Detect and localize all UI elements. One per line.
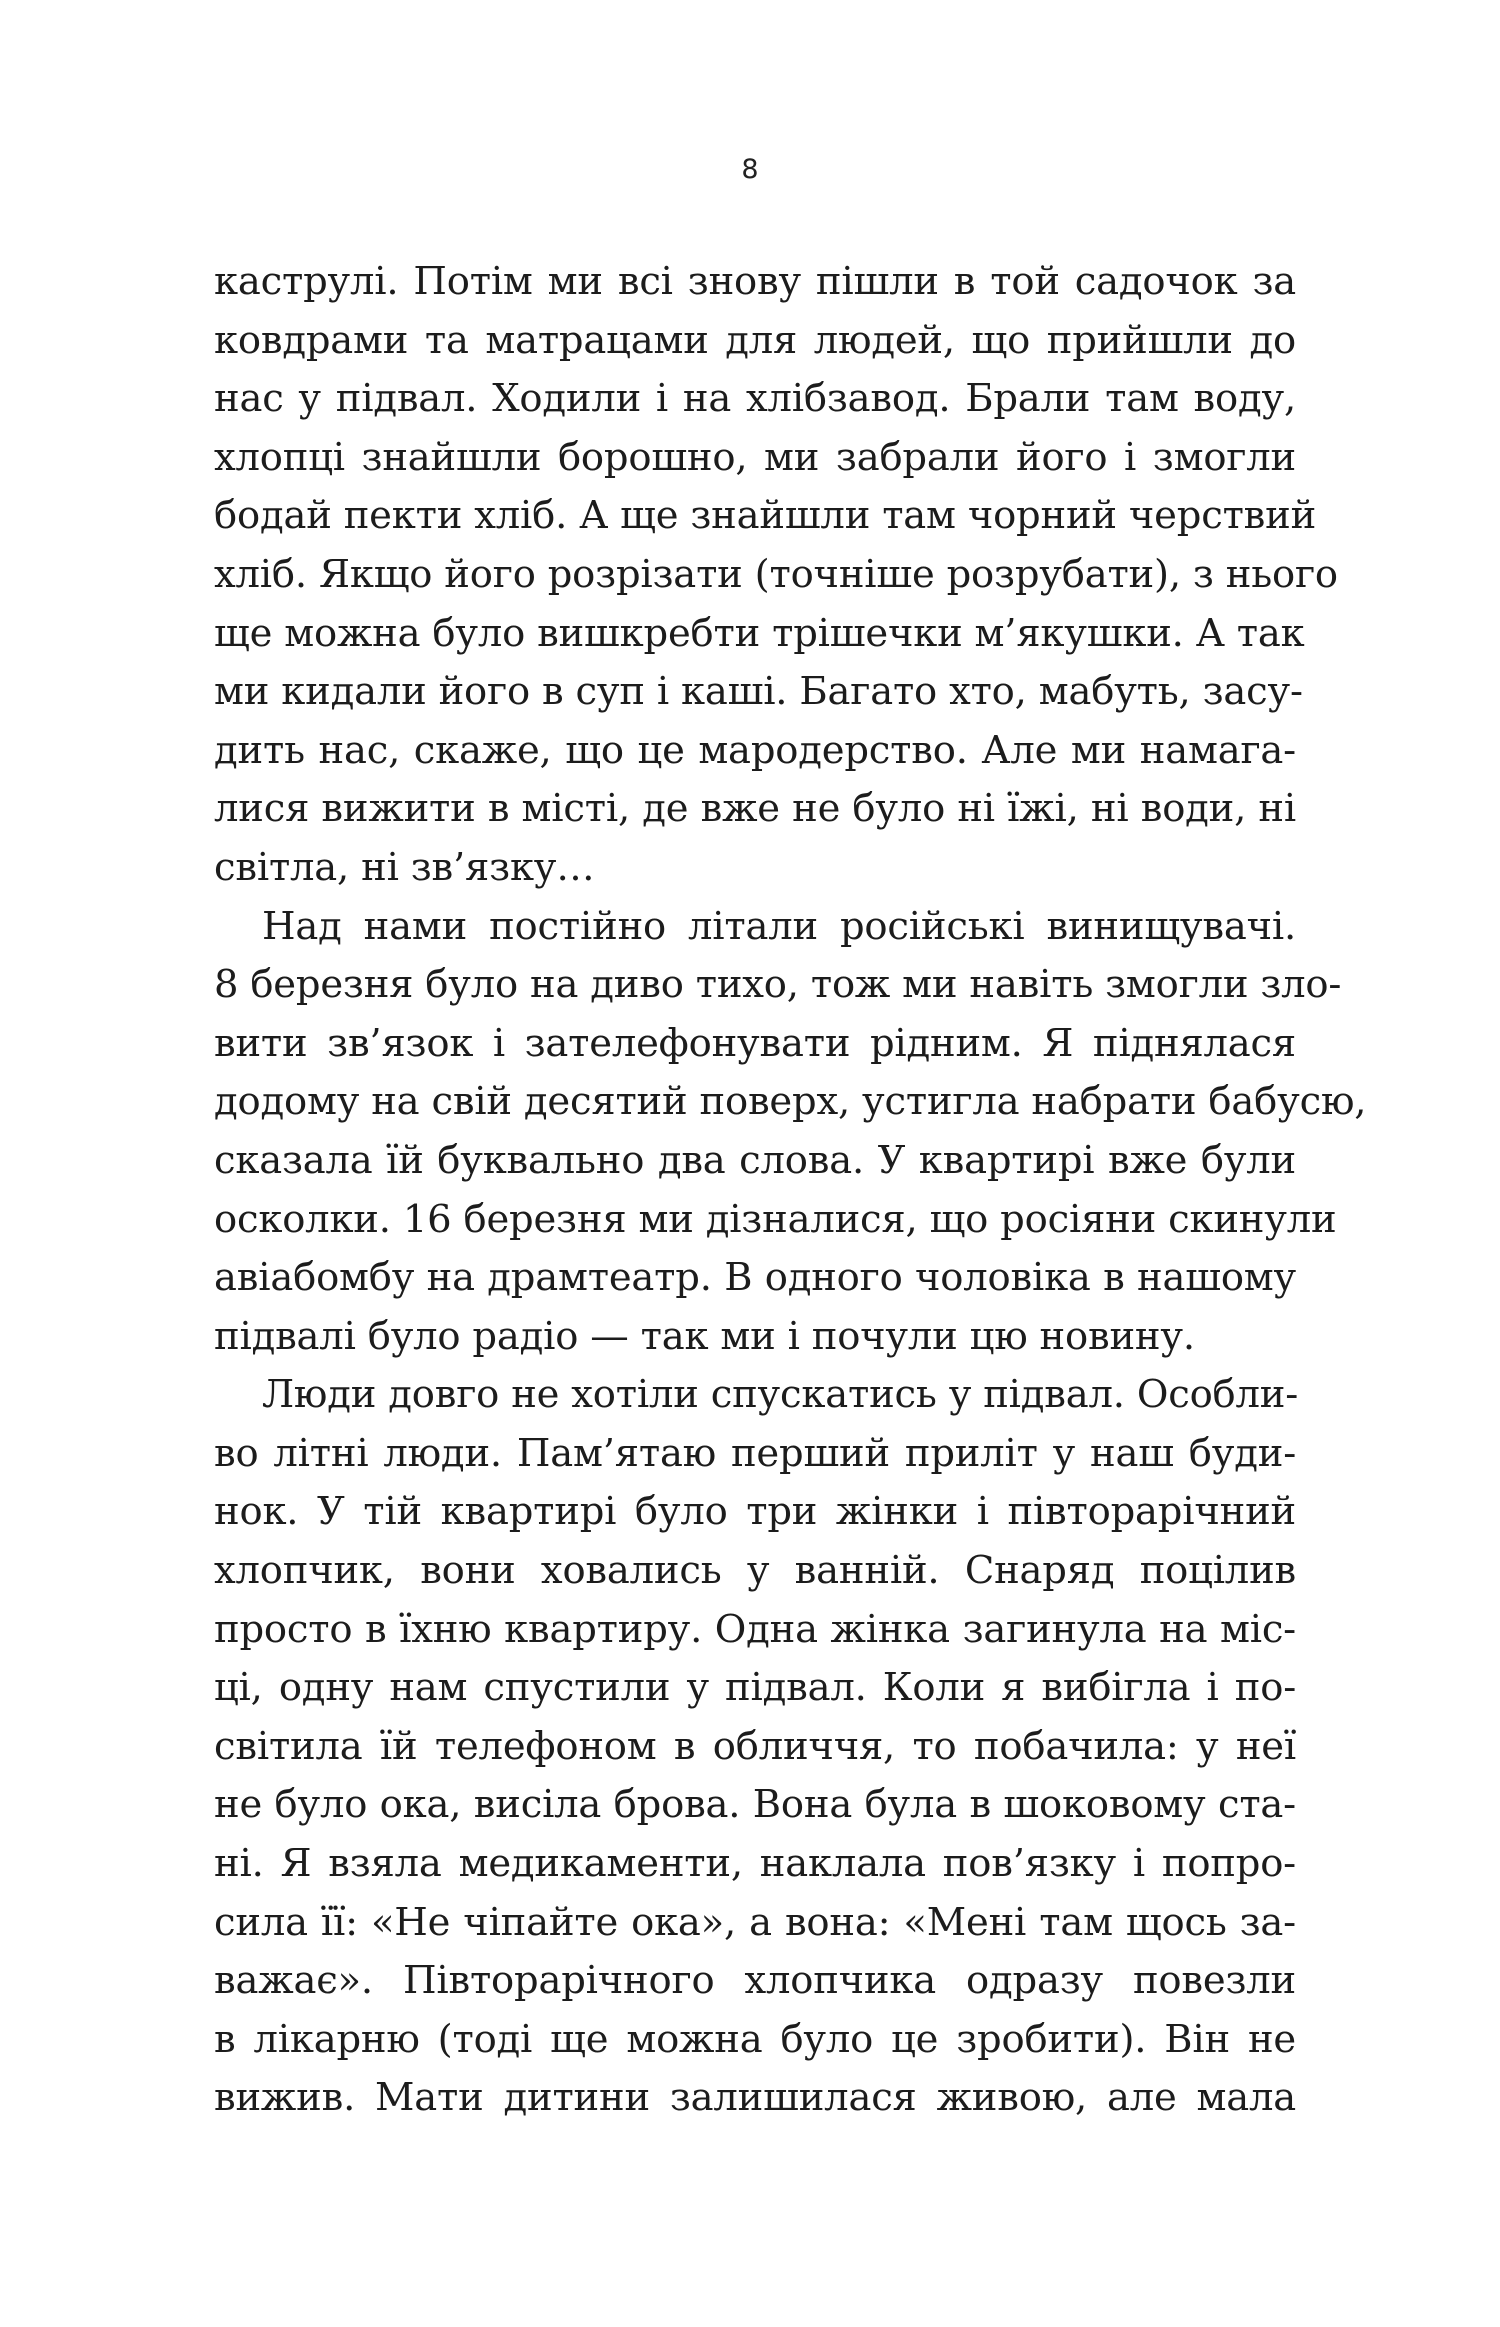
text-line: дить нас, скаже, що це мародерство. Але ми намага-: [214, 727, 1296, 773]
text-line: сказала їй буквально два слова. У квартирі вже були: [214, 1137, 1296, 1183]
text-line: Над нами постійно літали російські винищувачі.: [262, 903, 1296, 949]
text-line: просто в їхню квартиру. Одна жінка загинула на міс-: [214, 1606, 1296, 1652]
paragraph-1: [214, 253, 1338, 898]
text-line: Люди довго не хотіли спускатись у підвал. Особли-: [262, 1372, 1299, 1418]
text-line: підвалі було радіо — так ми і почули цю новину.: [214, 1313, 1195, 1359]
text-line: ми кидали його в суп і каші. Багато хто, мабуть, засу-: [214, 669, 1303, 715]
paragraph-3: [214, 1366, 1299, 2128]
text-line: хлопчик, вони ховались у ванній. Снаряд поцілив: [214, 1548, 1296, 1594]
paragraph-2: [214, 898, 1367, 1367]
text-line: в лікарню (тоді ще можна було це зробити). Він не: [214, 2016, 1296, 2062]
text-line: сила її: «Не чіпайте ока», а вона: «Мені там щось за-: [214, 1899, 1296, 1945]
text-line: ні. Я взяла медикаменти, наклала пов’язку і попро-: [214, 1841, 1296, 1887]
text-line: не було ока, висіла брова. Вона була в шоковому ста-: [214, 1782, 1296, 1828]
body-text: [214, 253, 1367, 2128]
text-line: вижив. Мати дитини залишилася живою, але мала: [214, 2075, 1296, 2121]
text-line: 8 березня було на диво тихо, тож ми навіть змогли зло-: [214, 962, 1342, 1008]
text-line: нас у підвал. Ходили і на хлібзавод. Брали там воду,: [214, 376, 1296, 422]
text-line: бодай пекти хліб. А ще знайшли там чорний черствий: [214, 493, 1317, 539]
text-line: хліб. Якщо його розрізати (точніше розрубати), з нього: [214, 551, 1338, 597]
text-line: світила їй телефоном в обличчя, то побачила: у неї: [214, 1723, 1296, 1769]
text-line: ще можна було вишкребти трішечки м’якушки. А так: [214, 610, 1305, 656]
text-line: хлопці знайшли борошно, ми забрали його і змогли: [214, 434, 1296, 480]
text-line: лися вижити в місті, де вже не було ні їжі, ні води, ні: [214, 786, 1296, 832]
text-line: вити зв’язок і зателефонувати рідним. Я піднялася: [214, 1020, 1296, 1066]
text-line: авіабомбу на драмтеатр. В одного чоловіка в нашому: [214, 1255, 1296, 1301]
text-line: осколки. 16 березня ми дізналися, що росіяни скинули: [214, 1196, 1337, 1242]
text-line: ці, одну нам спустили у підвал. Коли я вибігла і по-: [214, 1665, 1296, 1711]
text-line: во літні люди. Пам’ятаю перший приліт у наш буди-: [214, 1430, 1296, 1476]
page-number: 8: [741, 154, 759, 185]
text-line: важає». Півторарічного хлопчика одразу повезли: [214, 1958, 1296, 2004]
text-line: світла, ні зв’язку…: [214, 844, 595, 890]
text-line: додому на свій десятий поверх, устигла набрати бабусю,: [214, 1079, 1367, 1125]
text-line: каструлі. Потім ми всі знову пішли в той садочок за: [214, 259, 1296, 304]
text-line: ковдрами та матрацами для людей, що прийшли до: [214, 317, 1296, 363]
text-line: нок. У тій квартирі було три жінки і півторарічний: [214, 1489, 1296, 1535]
